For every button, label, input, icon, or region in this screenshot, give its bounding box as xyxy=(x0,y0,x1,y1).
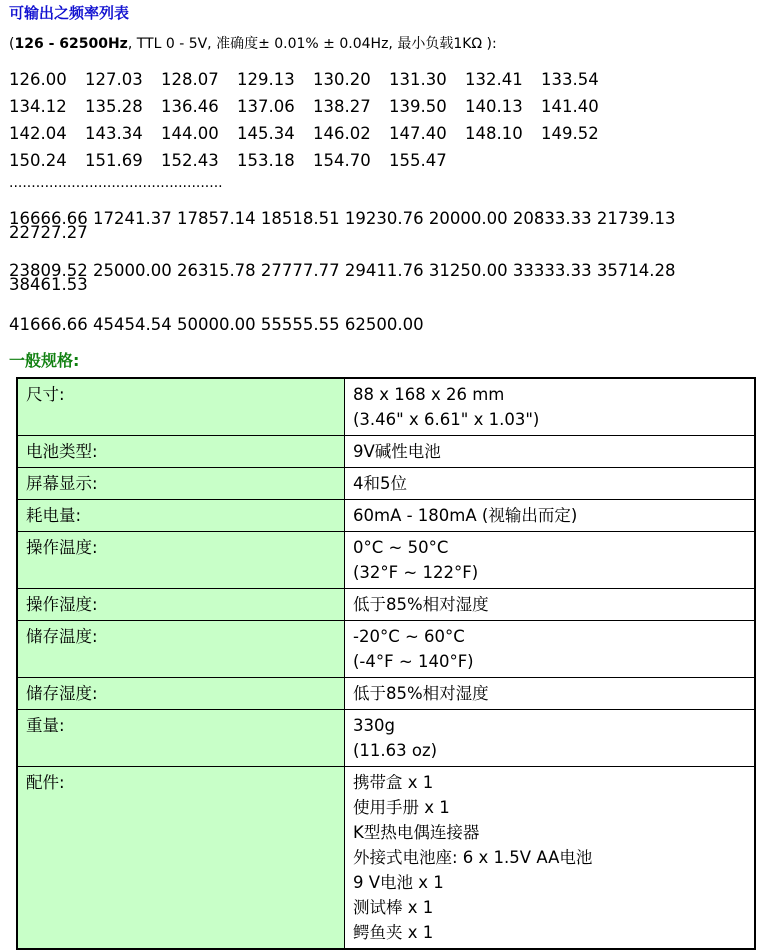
frequency-row xyxy=(9,66,759,93)
spec-value-line: 9V碱性电池 xyxy=(353,442,441,461)
frequency-value: 150.24 xyxy=(9,151,67,170)
spec-value xyxy=(345,621,756,678)
frequency-row xyxy=(9,147,759,174)
spec-value-line: 使用手册 x 1 xyxy=(353,798,450,817)
spec-value xyxy=(345,589,756,621)
frequency-value: 126.00 xyxy=(9,70,67,89)
spec-key: 电池类型: xyxy=(17,436,345,468)
spec-table xyxy=(16,377,756,950)
spec-value xyxy=(345,532,756,589)
ellipsis: ................................................ xyxy=(9,175,223,191)
spec-row xyxy=(17,436,755,468)
frequency-value: 153.18 xyxy=(237,151,295,170)
range-details: , TTL 0 - 5V, 准确度± 0.01% ± 0.04Hz, 最小负载1KΩ ): xyxy=(127,36,497,52)
spec-value xyxy=(345,468,756,500)
spec-value xyxy=(345,500,756,532)
range-open-paren: ( xyxy=(9,36,15,52)
frequency-value: 129.13 xyxy=(237,70,295,89)
spec-value-line: 鳄鱼夹 x 1 xyxy=(353,923,434,942)
spec-value-line: (3.46" x 6.61" x 1.03") xyxy=(353,410,540,429)
spec-value-line: 外接式电池座: 6 x 1.5V AA电池 xyxy=(353,848,593,867)
spec-row xyxy=(17,468,755,500)
spec-value-line: -20°C ~ 60°C xyxy=(353,627,465,646)
high-frequency-line-3: 41666.66 45454.54 50000.00 55555.55 62500.00 xyxy=(9,315,424,334)
frequency-value: 145.34 xyxy=(237,124,295,143)
spec-value-line: (-4°F ~ 140°F) xyxy=(353,652,474,671)
spec-value-line: 0°C ~ 50°C xyxy=(353,538,449,557)
spec-row xyxy=(17,500,755,532)
high-frequency-line-2: 23809.52 25000.00 26315.78 27777.77 29411.76 31250.00 33333.33 35714.28 38461.53 xyxy=(9,261,676,294)
spec-value xyxy=(345,436,756,468)
frequency-value: 134.12 xyxy=(9,97,67,116)
spec-key: 储存湿度: xyxy=(17,678,345,710)
spec-value-line: 60mA - 180mA (视输出而定) xyxy=(353,506,578,525)
spec-value-line: 低于85%相对湿度 xyxy=(353,595,489,614)
frequency-value: 131.30 xyxy=(389,70,447,89)
frequency-row xyxy=(9,120,759,147)
range-bold: 126 - 62500Hz xyxy=(14,36,128,52)
spec-value xyxy=(345,710,756,767)
frequency-value: 154.70 xyxy=(313,151,371,170)
frequency-value: 146.02 xyxy=(313,124,371,143)
spec-value-line: (32°F ~ 122°F) xyxy=(353,563,479,582)
frequency-value: 155.47 xyxy=(389,151,447,170)
spec-value xyxy=(345,678,756,710)
frequency-value: 133.54 xyxy=(541,70,599,89)
output-frequency-title: 可输出之频率列表 xyxy=(9,4,130,22)
frequency-value: 135.28 xyxy=(85,97,143,116)
spec-row xyxy=(17,532,755,589)
spec-key: 尺寸: xyxy=(17,378,345,436)
frequency-value: 148.10 xyxy=(465,124,523,143)
frequency-list xyxy=(9,66,759,174)
frequency-value: 140.13 xyxy=(465,97,523,116)
spec-row xyxy=(17,767,755,950)
frequency-value: 130.20 xyxy=(313,70,371,89)
spec-value xyxy=(345,767,756,950)
spec-key: 配件: xyxy=(17,767,345,950)
spec-key: 储存温度: xyxy=(17,621,345,678)
frequency-value: 147.40 xyxy=(389,124,447,143)
spec-value-line: (11.63 oz) xyxy=(353,741,438,760)
frequency-value: 142.04 xyxy=(9,124,67,143)
frequency-value: 132.41 xyxy=(465,70,523,89)
frequency-value: 137.06 xyxy=(237,97,295,116)
frequency-value: 149.52 xyxy=(541,124,599,143)
spec-key: 屏幕显示: xyxy=(17,468,345,500)
spec-title: 一般规格: xyxy=(9,351,80,370)
spec-key: 重量: xyxy=(17,710,345,767)
frequency-range-line xyxy=(9,34,759,54)
frequency-value: 127.03 xyxy=(85,70,143,89)
frequency-value: 141.40 xyxy=(541,97,599,116)
spec-value-line: 携带盒 x 1 xyxy=(353,773,434,792)
spec-key: 操作湿度: xyxy=(17,589,345,621)
spec-value-line: 低于85%相对湿度 xyxy=(353,684,489,703)
frequency-value: 138.27 xyxy=(313,97,371,116)
spec-key: 耗电量: xyxy=(17,500,345,532)
frequency-value: 144.00 xyxy=(161,124,219,143)
high-frequency-line-1: 16666.66 17241.37 17857.14 18518.51 19230.76 20000.00 20833.33 21739.13 22727.27 xyxy=(9,209,676,242)
spec-row xyxy=(17,378,755,436)
spec-row xyxy=(17,621,755,678)
spec-value-line: 4和5位 xyxy=(353,474,407,493)
frequency-value: 136.46 xyxy=(161,97,219,116)
frequency-value: 139.50 xyxy=(389,97,447,116)
spec-value-line: 9 V电池 x 1 xyxy=(353,873,444,892)
page-content xyxy=(9,0,759,372)
spec-value-line: K型热电偶连接器 xyxy=(353,823,480,842)
spec-value xyxy=(345,378,756,436)
spec-row xyxy=(17,589,755,621)
spec-value-line: 330g xyxy=(353,716,395,735)
frequency-value: 152.43 xyxy=(161,151,219,170)
frequency-row xyxy=(9,93,759,120)
frequency-value: 151.69 xyxy=(85,151,143,170)
spec-value-line: 88 x 168 x 26 mm xyxy=(353,385,505,404)
spec-value-line: 测试棒 x 1 xyxy=(353,898,434,917)
frequency-value: 128.07 xyxy=(161,70,219,89)
frequency-value: 143.34 xyxy=(85,124,143,143)
spec-key: 操作温度: xyxy=(17,532,345,589)
spec-row xyxy=(17,678,755,710)
spec-row xyxy=(17,710,755,767)
